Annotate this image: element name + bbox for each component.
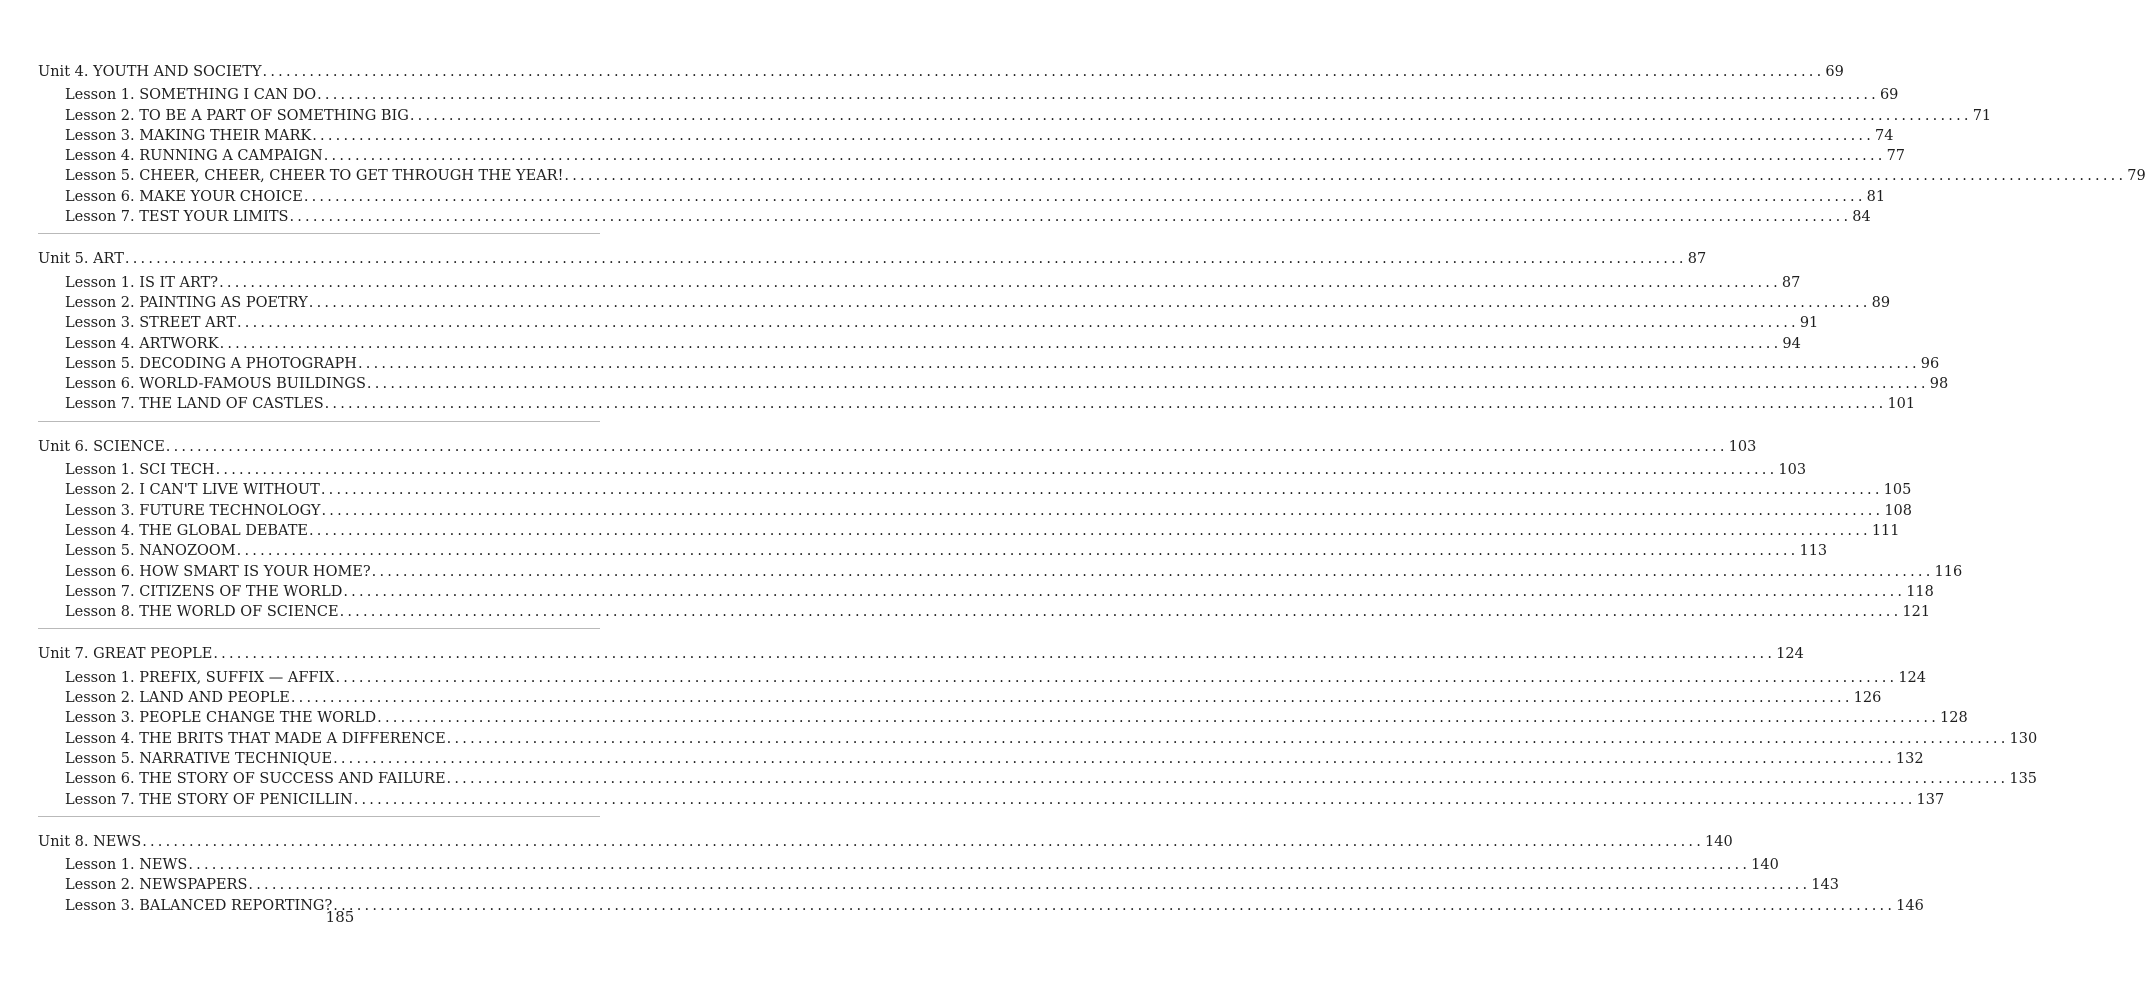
dot-leader: ........................................................................................................................................................................................................ bbox=[333, 750, 1895, 767]
dot-leader: ........................................................................................................................................................................................................ bbox=[371, 563, 1934, 580]
unit-block bbox=[38, 249, 1949, 421]
lesson-entry-page: 132 bbox=[1895, 750, 1924, 767]
lesson-entry[interactable] bbox=[38, 460, 1807, 480]
dot-leader: ........................................................................................................................................................................................................ bbox=[215, 462, 1778, 479]
lesson-entry-title: Lesson 5. CHEER, CHEER, CHEER TO GET THROUGH THE YEAR! bbox=[65, 168, 564, 185]
lesson-entry-title: Lesson 1. IS IT ART? bbox=[65, 274, 219, 291]
lesson-entry-page: 101 bbox=[1887, 396, 1916, 413]
lesson-entry[interactable] bbox=[38, 729, 2038, 749]
lesson-entry[interactable] bbox=[38, 790, 1945, 810]
lesson-entry-title: Lesson 3. FUTURE TECHNOLOGY bbox=[65, 502, 321, 519]
lesson-entry-title: Lesson 7. TEST YOUR LIMITS bbox=[65, 209, 289, 226]
dot-leader: ........................................................................................................................................................................................................ bbox=[290, 690, 1853, 707]
dot-leader: ........................................................................................................................................................................................................ bbox=[321, 502, 1884, 519]
lesson-entry-page: 81 bbox=[1866, 188, 1886, 205]
dot-leader: ........................................................................................................................................................................................................ bbox=[188, 857, 1751, 874]
unit-entry[interactable] bbox=[38, 62, 1844, 82]
lesson-entry-page: 111 bbox=[1871, 522, 1900, 539]
lesson-entry-title: Lesson 4. ARTWORK bbox=[65, 335, 219, 352]
lesson-entry-page: 128 bbox=[1940, 710, 1968, 727]
lesson-entry[interactable] bbox=[38, 769, 2038, 789]
lesson-entry-page: 130 bbox=[2009, 730, 2038, 747]
dot-leader: ........................................................................................................................................................................................................ bbox=[317, 87, 1879, 104]
dot-leader: ........................................................................................................................................................................................................ bbox=[339, 604, 1902, 621]
unit-entry-page: 87 bbox=[1687, 251, 1707, 268]
lesson-entry[interactable] bbox=[38, 85, 1899, 105]
dot-leader: ........................................................................................................................................................................................................ bbox=[333, 897, 1896, 914]
lesson-entry-page: 94 bbox=[1782, 335, 1801, 352]
lesson-entry[interactable] bbox=[38, 602, 1931, 622]
lesson-entry[interactable] bbox=[38, 668, 1927, 688]
page-number: 185 bbox=[325, 908, 355, 926]
dot-leader: ........................................................................................................................................................................................................ bbox=[353, 791, 1916, 808]
lesson-entry[interactable] bbox=[38, 541, 1828, 561]
dot-leader: ........................................................................................................................................................................................................ bbox=[219, 274, 1781, 291]
dot-leader: ........................................................................................................................................................................................................ bbox=[236, 543, 1799, 560]
lesson-entry-title: Lesson 6. MAKE YOUR CHOICE bbox=[65, 188, 303, 205]
lesson-entry[interactable] bbox=[38, 688, 1882, 708]
lesson-entry-title: Lesson 3. BALANCED REPORTING? bbox=[65, 897, 333, 914]
dot-leader: ........................................................................................................................................................................................................ bbox=[366, 376, 1929, 393]
lesson-entry-page: 69 bbox=[1879, 87, 1899, 104]
lesson-entry[interactable] bbox=[38, 207, 1871, 227]
lesson-entry[interactable] bbox=[38, 749, 1924, 769]
lesson-entry-page: 137 bbox=[1916, 791, 1945, 808]
dot-leader: ........................................................................................................................................................................................................ bbox=[357, 355, 1920, 372]
unit-entry-page: 124 bbox=[1776, 646, 1804, 663]
unit-entry-page: 140 bbox=[1705, 833, 1733, 850]
lesson-entry-page: 74 bbox=[1875, 127, 1894, 144]
dot-leader: ........................................................................................................................................................................................................ bbox=[446, 730, 2009, 747]
lesson-entry-page: 121 bbox=[1902, 604, 1931, 621]
lesson-entry[interactable] bbox=[38, 146, 1906, 166]
lesson-entry-page: 118 bbox=[1906, 583, 1934, 600]
dot-leader: ........................................................................................................................................................................................................ bbox=[335, 669, 1898, 686]
dot-leader: ........................................................................................................................................................................................................ bbox=[343, 583, 1906, 600]
dot-leader: ........................................................................................................................................................................................................ bbox=[289, 209, 1852, 226]
dot-leader: ........................................................................................................................................................................................................ bbox=[323, 148, 1886, 165]
dot-leader: ........................................................................................................................................................................................................ bbox=[237, 315, 1799, 332]
dot-leader: ........................................................................................................................................................................................................ bbox=[124, 251, 1687, 268]
lesson-entry[interactable] bbox=[38, 855, 1779, 875]
unit-block bbox=[38, 437, 1963, 630]
lesson-entry-page: 96 bbox=[1920, 355, 1940, 372]
lesson-entry[interactable] bbox=[38, 582, 1934, 602]
lesson-entry-page: 79 bbox=[2127, 168, 2146, 185]
unit-entry-title: Unit 7. GREAT PEOPLE bbox=[38, 646, 213, 663]
lesson-entry-title: Lesson 2. LAND AND PEOPLE bbox=[65, 690, 290, 707]
lesson-entry-title: Lesson 6. WORLD-FAMOUS BUILDINGS bbox=[65, 376, 366, 393]
lesson-entry[interactable] bbox=[38, 334, 1801, 354]
lesson-entry[interactable] bbox=[38, 273, 1801, 293]
dot-leader: ........................................................................................................................................................................................................ bbox=[324, 396, 1887, 413]
lesson-entry-page: 124 bbox=[1898, 669, 1927, 686]
dot-leader: ........................................................................................................................................................................................................ bbox=[308, 294, 1871, 311]
lesson-entry[interactable] bbox=[38, 187, 1886, 207]
dot-leader: ........................................................................................................................................................................................................ bbox=[564, 168, 2127, 185]
lesson-entry-page: 146 bbox=[1896, 897, 1924, 914]
lesson-entry-page: 113 bbox=[1799, 543, 1828, 560]
dot-leader: ........................................................................................................................................................................................................ bbox=[142, 833, 1705, 850]
table-of-contents bbox=[38, 62, 2146, 922]
lesson-entry-page: 87 bbox=[1781, 274, 1801, 291]
unit-block bbox=[38, 62, 2146, 234]
dot-leader: ........................................................................................................................................................................................................ bbox=[303, 188, 1866, 205]
lesson-entry-page: 105 bbox=[1883, 482, 1912, 499]
lesson-entry-title: Lesson 2. I CAN'T LIVE WITHOUT bbox=[65, 482, 320, 499]
lesson-entry[interactable] bbox=[38, 293, 1891, 313]
dot-leader: ........................................................................................................................................................................................................ bbox=[446, 771, 2009, 788]
lesson-entry-page: 126 bbox=[1853, 690, 1882, 707]
lesson-entry-title: Lesson 3. MAKING THEIR MARK bbox=[65, 127, 312, 144]
dot-leader: ........................................................................................................................................................................................................ bbox=[219, 335, 1782, 352]
lesson-entry-title: Lesson 6. THE STORY OF SUCCESS AND FAILURE bbox=[65, 771, 446, 788]
dot-leader: ........................................................................................................................................................................................................ bbox=[165, 438, 1728, 455]
lesson-entry-title: Lesson 2. PAINTING AS POETRY bbox=[65, 294, 308, 311]
lesson-entry-page: 98 bbox=[1929, 376, 1949, 393]
unit-entry-title: Unit 5. ART bbox=[38, 251, 124, 268]
unit-entry-page: 69 bbox=[1825, 64, 1844, 80]
lesson-entry-title: Lesson 7. CITIZENS OF THE WORLD bbox=[65, 583, 343, 600]
dot-leader: ........................................................................................................................................................................................................ bbox=[248, 877, 1811, 894]
lesson-entry-page: 91 bbox=[1799, 315, 1819, 332]
lesson-entry-page: 103 bbox=[1778, 462, 1807, 479]
lesson-entry[interactable] bbox=[38, 708, 1968, 728]
unit-entry-title: Unit 6. SCIENCE bbox=[38, 438, 165, 455]
lesson-entry-page: 89 bbox=[1871, 294, 1891, 311]
lesson-entry-title: Lesson 1. NEWS bbox=[65, 857, 188, 874]
dot-leader: ........................................................................................................................................................................................................ bbox=[409, 107, 1972, 124]
lesson-entry[interactable] bbox=[38, 501, 1913, 521]
unit-entry-page: 103 bbox=[1728, 438, 1757, 455]
dot-leader: ........................................................................................................................................................................................................ bbox=[312, 127, 1875, 144]
lesson-entry-title: Lesson 6. HOW SMART IS YOUR HOME? bbox=[65, 563, 371, 580]
lesson-entry-page: 84 bbox=[1852, 209, 1871, 226]
lesson-entry[interactable] bbox=[38, 394, 1916, 414]
unit-entry[interactable] bbox=[38, 832, 1733, 852]
lesson-entry[interactable] bbox=[38, 374, 1949, 394]
unit-entry[interactable] bbox=[38, 249, 1707, 269]
lesson-entry-title: Lesson 2. TO BE A PART OF SOMETHING BIG bbox=[65, 107, 409, 124]
lesson-entry[interactable] bbox=[38, 313, 1819, 333]
dot-leader: ........................................................................................................................................................................................................ bbox=[320, 482, 1883, 499]
unit-entry-title: Unit 4. YOUTH AND SOCIETY bbox=[38, 64, 262, 80]
lesson-entry-page: 143 bbox=[1811, 877, 1839, 894]
lesson-entry-page: 77 bbox=[1886, 148, 1906, 165]
lesson-entry-title: Lesson 8. THE WORLD OF SCIENCE bbox=[65, 604, 339, 621]
lesson-entry-title: Lesson 4. RUNNING A CAMPAIGN bbox=[65, 148, 323, 165]
lesson-entry-page: 140 bbox=[1751, 857, 1779, 874]
lesson-entry[interactable] bbox=[38, 875, 1839, 895]
lesson-entry-title: Lesson 3. STREET ART bbox=[65, 315, 236, 332]
lesson-entry-title: Lesson 4. THE BRITS THAT MADE A DIFFERENCE bbox=[65, 730, 446, 747]
lesson-entry-title: Lesson 1. SOMETHING I CAN DO bbox=[65, 87, 317, 104]
lesson-entry-title: Lesson 1. PREFIX, SUFFIX — AFFIX bbox=[65, 669, 335, 686]
dot-leader: ........................................................................................................................................................................................................ bbox=[309, 522, 1871, 539]
lesson-entry-title: Lesson 1. SCI TECH bbox=[65, 462, 215, 479]
lesson-entry-title: Lesson 7. THE STORY OF PENICILLIN bbox=[65, 791, 353, 808]
lesson-entry[interactable] bbox=[38, 480, 1912, 500]
lesson-entry-page: 116 bbox=[1934, 563, 1963, 580]
lesson-entry[interactable] bbox=[38, 354, 1940, 374]
unit-entry[interactable] bbox=[38, 437, 1757, 457]
lesson-entry-page: 71 bbox=[1972, 107, 1992, 124]
lesson-entry-title: Lesson 4. THE GLOBAL DEBATE bbox=[65, 522, 308, 539]
lesson-entry[interactable] bbox=[38, 166, 2146, 186]
lesson-entry-page: 135 bbox=[2009, 771, 2038, 788]
dot-leader: ........................................................................................................................................................................................................ bbox=[262, 64, 1825, 80]
unit-block bbox=[38, 644, 2038, 816]
lesson-entry-title: Lesson 3. PEOPLE CHANGE THE WORLD bbox=[65, 710, 377, 727]
lesson-entry-title: Lesson 7. THE LAND OF CASTLES bbox=[65, 396, 324, 413]
lesson-entry[interactable] bbox=[38, 521, 1900, 541]
unit-entry[interactable] bbox=[38, 644, 1804, 664]
lesson-entry-title: Lesson 5. NANOZOOM bbox=[65, 543, 236, 560]
lesson-entry-page: 108 bbox=[1884, 502, 1913, 519]
lesson-entry[interactable] bbox=[38, 126, 1894, 146]
lesson-entry[interactable] bbox=[38, 562, 1963, 582]
dot-leader: ........................................................................................................................................................................................................ bbox=[213, 646, 1776, 663]
lesson-entry[interactable] bbox=[38, 106, 1992, 126]
lesson-entry-title: Lesson 5. NARRATIVE TECHNIQUE bbox=[65, 750, 333, 767]
dot-leader: ........................................................................................................................................................................................................ bbox=[377, 710, 1939, 727]
unit-entry-title: Unit 8. NEWS bbox=[38, 833, 142, 850]
lesson-entry-title: Lesson 5. DECODING A PHOTOGRAPH bbox=[65, 355, 357, 372]
lesson-entry-title: Lesson 2. NEWSPAPERS bbox=[65, 877, 248, 894]
